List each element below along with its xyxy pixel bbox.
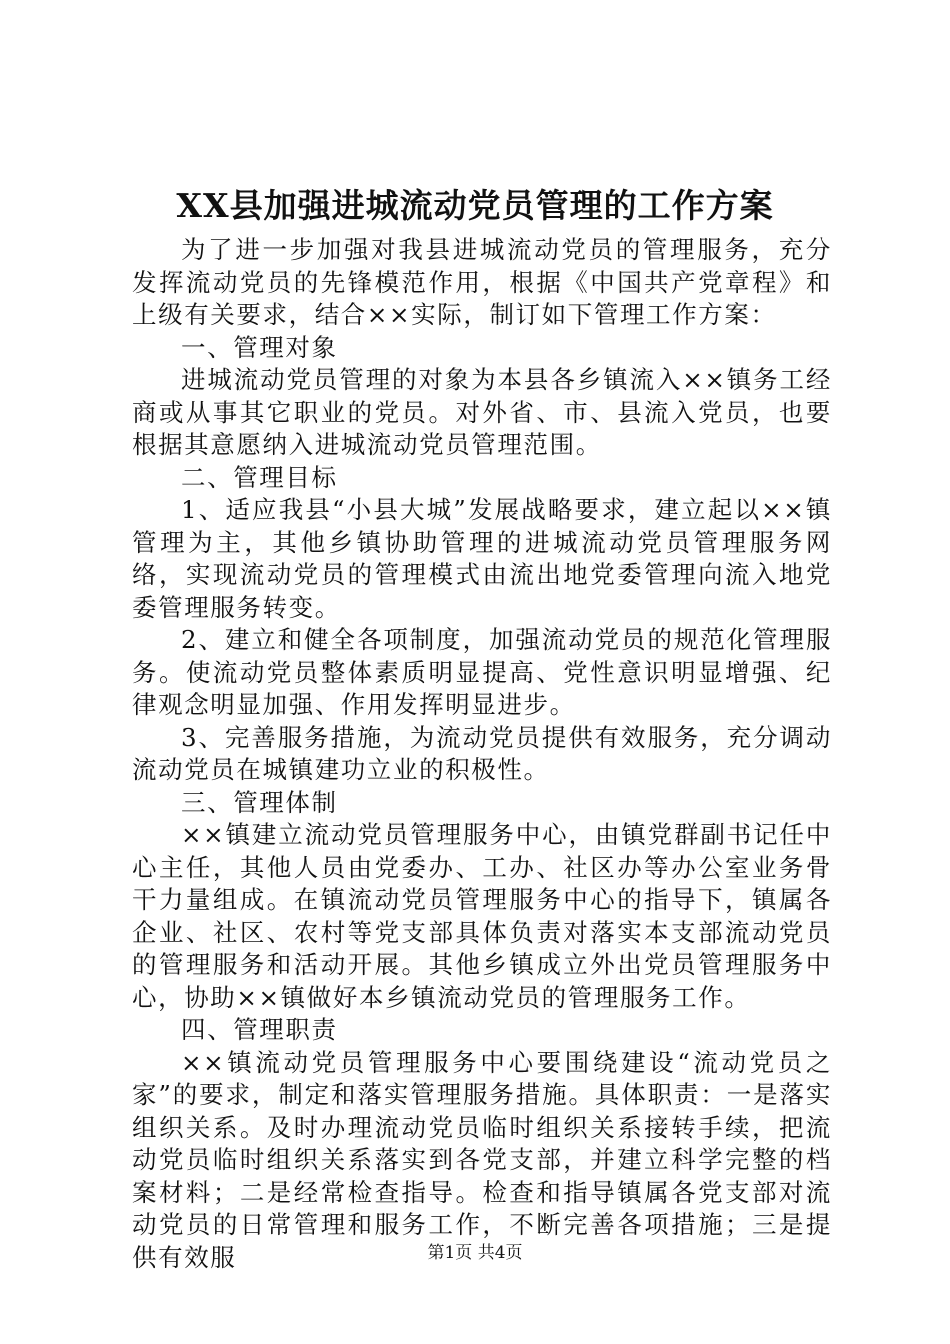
- goal-item-1: 1、适应我县“小县大城”发展战略要求，建立起以××镇管理为主，其他乡镇协助管理的进城流动党员管理服务网络，实现流动党员的管理模式由流出地党委管理向流入地党委管理服务转变。: [132, 495, 832, 622]
- page-footer: 第1页 共4页: [427, 1243, 523, 1263]
- section-heading-1: 一、管理对象: [181, 332, 338, 362]
- intro-paragraph: 为了进一步加强对我县进城流动党员的管理服务，充分发挥流动党员的先锋模范作用，根据《中国共产党章程》和上级有关要求，结合××实际，制订如下管理工作方案：: [132, 235, 832, 329]
- goal-item-2: 2、建立和健全各项制度，加强流动党员的规范化管理服务。使流动党员整体素质明显提高、党性意识明显增强、纪律观念明显加强、作用发挥明显进步。: [132, 625, 832, 719]
- section-heading-2: 二、管理目标: [181, 462, 338, 492]
- section-paragraph-3: ××镇建立流动党员管理服务中心，由镇党群副书记任中心主任，其他人员由党委办、工办、社区办等办公室业务骨干力量组成。在镇流动党员管理服务中心的指导下，镇属各企业、社区、农村等党支部具体负责对落实本支部流动党员的管理服务和活动开展。其他乡镇成立外出党员管理服务中心，协助××镇做好本乡镇流动党员的管理服务工作。: [132, 820, 832, 1012]
- goal-item-3: 3、完善服务措施，为流动党员提供有效服务，充分调动流动党员在城镇建功立业的积极性。: [132, 722, 832, 784]
- section-heading-3: 三、管理体制: [181, 787, 338, 817]
- section-heading-4: 四、管理职责: [181, 1015, 338, 1044]
- document-body: [132, 234, 832, 1274]
- section-paragraph-1: 进城流动党员管理的对象为本县各乡镇流入××镇务工经商或从事其它职业的党员。对外省、市、县流入党员，也要根据其意愿纳入进城流动党员管理范围。: [132, 365, 832, 459]
- document-title: XX县加强进城流动党员管理的工作方案: [176, 186, 774, 225]
- section-paragraph-4: ××镇流动党员管理服务中心要围绕建设“流动党员之家”的要求，制定和落实管理服务措施。具体职责：一是落实组织关系。及时办理流动党员临时组织关系接转手续，把流动党员临时组织关系落实到各党支部，并建立科学完整的档案材料；二是经常检查指导。检查和指导镇属各党支部对流动党员的日常管理和服务工作，不断完善各项措施；三是提供有效服: [132, 1047, 832, 1272]
